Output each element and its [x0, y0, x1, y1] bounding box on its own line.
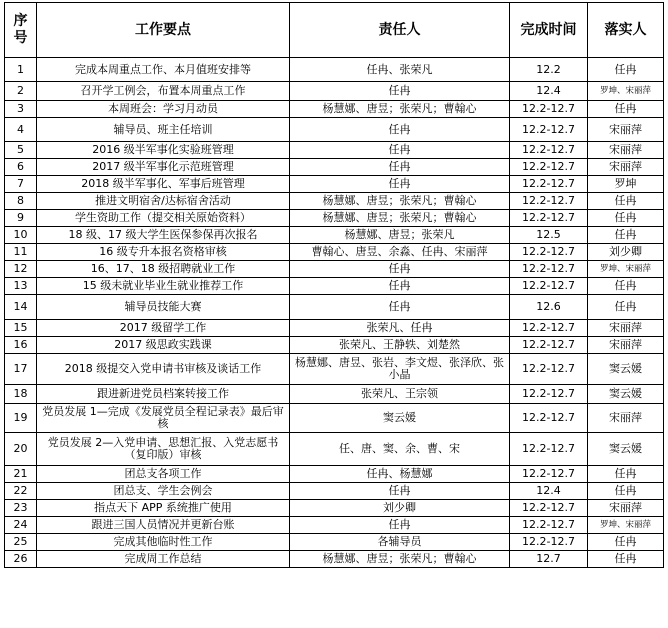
cell-seq: 2 — [5, 82, 37, 101]
cell-doer: 任冉 — [588, 227, 664, 244]
cell-seq: 25 — [5, 534, 37, 551]
cell-task: 跟进新进党员档案转接工作 — [37, 385, 290, 404]
cell-task: 2017 级思政实践课 — [37, 337, 290, 354]
cell-doer: 任冉 — [588, 58, 664, 82]
table-row — [5, 193, 664, 210]
cell-seq: 24 — [5, 517, 37, 534]
table-row — [5, 385, 664, 404]
cell-seq: 20 — [5, 433, 37, 466]
table-row — [5, 500, 664, 517]
table-row — [5, 82, 664, 101]
cell-seq: 9 — [5, 210, 37, 227]
table-row — [5, 118, 664, 142]
cell-owner: 杨慧娜、唐昱；张荣凡；曹翰心 — [290, 210, 510, 227]
cell-seq: 3 — [5, 101, 37, 118]
cell-task: 指点天下 APP 系统推广使用 — [37, 500, 290, 517]
cell-seq: 16 — [5, 337, 37, 354]
cell-seq: 17 — [5, 354, 37, 385]
cell-date: 12.2-12.7 — [510, 404, 588, 433]
cell-seq: 18 — [5, 385, 37, 404]
table-row — [5, 483, 664, 500]
cell-date: 12.2-12.7 — [510, 337, 588, 354]
cell-doer: 任冉 — [588, 466, 664, 483]
cell-doer: 宋丽萍 — [588, 159, 664, 176]
cell-seq: 1 — [5, 58, 37, 82]
table-row — [5, 261, 664, 278]
cell-date: 12.4 — [510, 82, 588, 101]
cell-task: 2018 级半军事化、军事后班管理 — [37, 176, 290, 193]
cell-date: 12.2-12.7 — [510, 210, 588, 227]
cell-doer: 罗坤、宋丽萍 — [588, 82, 664, 101]
cell-date: 12.5 — [510, 227, 588, 244]
table-row — [5, 404, 664, 433]
cell-doer: 刘少卿 — [588, 244, 664, 261]
cell-date: 12.2-12.7 — [510, 500, 588, 517]
cell-task: 团总支、学生会例会 — [37, 483, 290, 500]
cell-seq: 5 — [5, 142, 37, 159]
table-row — [5, 433, 664, 466]
cell-owner: 窦云媛 — [290, 404, 510, 433]
cell-owner: 任冉 — [290, 159, 510, 176]
cell-task: 16、17、18 级招聘就业工作 — [37, 261, 290, 278]
cell-seq: 7 — [5, 176, 37, 193]
cell-seq: 26 — [5, 551, 37, 568]
cell-doer: 任冉 — [588, 193, 664, 210]
cell-date: 12.2-12.7 — [510, 101, 588, 118]
table-row — [5, 227, 664, 244]
cell-task: 16 级专升本报名资格审核 — [37, 244, 290, 261]
cell-doer: 窦云媛 — [588, 433, 664, 466]
cell-seq: 6 — [5, 159, 37, 176]
cell-seq: 23 — [5, 500, 37, 517]
table-row — [5, 466, 664, 483]
cell-doer: 宋丽萍 — [588, 142, 664, 159]
cell-owner: 刘少卿 — [290, 500, 510, 517]
cell-owner: 杨慧娜、唐昱；张荣凡；曹翰心 — [290, 193, 510, 210]
cell-owner: 杨慧娜、唐昱、张岩、李文煜、张泽欣、张小晶 — [290, 354, 510, 385]
cell-doer: 宋丽萍 — [588, 118, 664, 142]
cell-seq: 13 — [5, 278, 37, 295]
cell-owner: 任冉 — [290, 82, 510, 101]
cell-doer: 任冉 — [588, 534, 664, 551]
cell-owner: 张荣凡、王宗领 — [290, 385, 510, 404]
cell-date: 12.6 — [510, 295, 588, 320]
cell-owner: 任冉 — [290, 176, 510, 193]
cell-doer: 罗坤 — [588, 176, 664, 193]
cell-owner: 各辅导员 — [290, 534, 510, 551]
cell-task: 团总支各项工作 — [37, 466, 290, 483]
cell-doer: 宋丽萍 — [588, 404, 664, 433]
cell-owner: 任冉 — [290, 261, 510, 278]
cell-seq: 15 — [5, 320, 37, 337]
cell-owner: 杨慧娜、唐昱；张荣凡；曹翰心 — [290, 101, 510, 118]
cell-seq: 19 — [5, 404, 37, 433]
cell-seq: 21 — [5, 466, 37, 483]
cell-seq: 4 — [5, 118, 37, 142]
cell-date: 12.2-12.7 — [510, 142, 588, 159]
cell-owner: 曹翰心、唐昱、余淼、任冉、宋丽萍 — [290, 244, 510, 261]
cell-task: 辅导员、班主任培训 — [37, 118, 290, 142]
cell-seq: 11 — [5, 244, 37, 261]
cell-owner: 任冉 — [290, 483, 510, 500]
header-row — [5, 3, 664, 58]
cell-task: 2017 级半军事化示范班管理 — [37, 159, 290, 176]
work-plan-table — [4, 2, 664, 568]
header-task: 工作要点 — [37, 3, 290, 58]
header-seq: 序号 — [5, 3, 37, 58]
cell-seq: 10 — [5, 227, 37, 244]
table-row — [5, 517, 664, 534]
cell-task: 完成其他临时性工作 — [37, 534, 290, 551]
cell-doer: 窦云媛 — [588, 354, 664, 385]
cell-date: 12.7 — [510, 551, 588, 568]
cell-owner: 任冉 — [290, 278, 510, 295]
cell-owner: 任冉 — [290, 142, 510, 159]
cell-doer: 窦云媛 — [588, 385, 664, 404]
cell-date: 12.2 — [510, 58, 588, 82]
cell-task: 党员发展 2—入党申请、思想汇报、入党志愿书（复印版）审核 — [37, 433, 290, 466]
cell-task: 跟进三国人员情况并更新台账 — [37, 517, 290, 534]
cell-doer: 罗坤、宋丽萍 — [588, 261, 664, 278]
cell-seq: 12 — [5, 261, 37, 278]
cell-owner: 任冉、张荣凡 — [290, 58, 510, 82]
cell-doer: 任冉 — [588, 551, 664, 568]
cell-task: 辅导员技能大赛 — [37, 295, 290, 320]
header-owner: 责任人 — [290, 3, 510, 58]
cell-date: 12.2-12.7 — [510, 466, 588, 483]
cell-task: 完成本周重点工作、本月值班安排等 — [37, 58, 290, 82]
cell-doer: 罗坤、宋丽萍 — [588, 517, 664, 534]
cell-task: 完成周工作总结 — [37, 551, 290, 568]
cell-doer: 任冉 — [588, 483, 664, 500]
cell-owner: 任冉 — [290, 295, 510, 320]
cell-task: 召开学工例会，布置本周重点工作 — [37, 82, 290, 101]
cell-owner: 任、唐、窦、余、曹、宋 — [290, 433, 510, 466]
cell-task: 15 级未就业毕业生就业推荐工作 — [37, 278, 290, 295]
cell-owner: 张荣凡、王静轶、刘楚然 — [290, 337, 510, 354]
cell-date: 12.2-12.7 — [510, 278, 588, 295]
cell-date: 12.2-12.7 — [510, 118, 588, 142]
table-row — [5, 159, 664, 176]
cell-doer: 任冉 — [588, 278, 664, 295]
table-row — [5, 58, 664, 82]
table-row — [5, 210, 664, 227]
cell-date: 12.4 — [510, 483, 588, 500]
table-row — [5, 354, 664, 385]
cell-date: 12.2-12.7 — [510, 433, 588, 466]
cell-doer: 任冉 — [588, 295, 664, 320]
table-row — [5, 142, 664, 159]
cell-doer: 宋丽萍 — [588, 500, 664, 517]
cell-doer: 任冉 — [588, 210, 664, 227]
header-doer: 落实人 — [588, 3, 664, 58]
table-row — [5, 176, 664, 193]
cell-date: 12.2-12.7 — [510, 320, 588, 337]
cell-date: 12.2-12.7 — [510, 385, 588, 404]
cell-task: 党员发展 1—完成《发展党员全程记录表》最后审核 — [37, 404, 290, 433]
cell-date: 12.2-12.7 — [510, 534, 588, 551]
cell-doer: 宋丽萍 — [588, 337, 664, 354]
table-row — [5, 244, 664, 261]
cell-task: 2016 级半军事化实验班管理 — [37, 142, 290, 159]
cell-date: 12.2-12.7 — [510, 244, 588, 261]
cell-owner: 杨慧娜、唐昱；张荣凡 — [290, 227, 510, 244]
cell-doer: 宋丽萍 — [588, 320, 664, 337]
cell-task: 18 级、17 级大学生医保参保再次报名 — [37, 227, 290, 244]
cell-task: 推进文明宿舍/达标宿舍活动 — [37, 193, 290, 210]
cell-task: 2017 级留学工作 — [37, 320, 290, 337]
cell-date: 12.2-12.7 — [510, 159, 588, 176]
table-row — [5, 278, 664, 295]
table-row — [5, 337, 664, 354]
cell-date: 12.2-12.7 — [510, 176, 588, 193]
cell-date: 12.2-12.7 — [510, 193, 588, 210]
cell-owner: 任冉、杨慧娜 — [290, 466, 510, 483]
cell-date: 12.2-12.7 — [510, 354, 588, 385]
cell-date: 12.2-12.7 — [510, 261, 588, 278]
cell-seq: 14 — [5, 295, 37, 320]
cell-owner: 任冉 — [290, 517, 510, 534]
table-row — [5, 295, 664, 320]
table-row — [5, 551, 664, 568]
cell-seq: 8 — [5, 193, 37, 210]
cell-task: 本周班会：学习月动员 — [37, 101, 290, 118]
cell-seq: 22 — [5, 483, 37, 500]
table-row — [5, 534, 664, 551]
cell-doer: 任冉 — [588, 101, 664, 118]
table-row — [5, 101, 664, 118]
cell-task: 2018 级提交入党申请书审核及谈话工作 — [37, 354, 290, 385]
table-row — [5, 320, 664, 337]
header-date: 完成时间 — [510, 3, 588, 58]
cell-task: 学生资助工作（提交相关原始资料） — [37, 210, 290, 227]
cell-date: 12.2-12.7 — [510, 517, 588, 534]
cell-owner: 任冉 — [290, 118, 510, 142]
cell-owner: 杨慧娜、唐昱；张荣凡；曹翰心 — [290, 551, 510, 568]
cell-owner: 张荣凡、任冉 — [290, 320, 510, 337]
